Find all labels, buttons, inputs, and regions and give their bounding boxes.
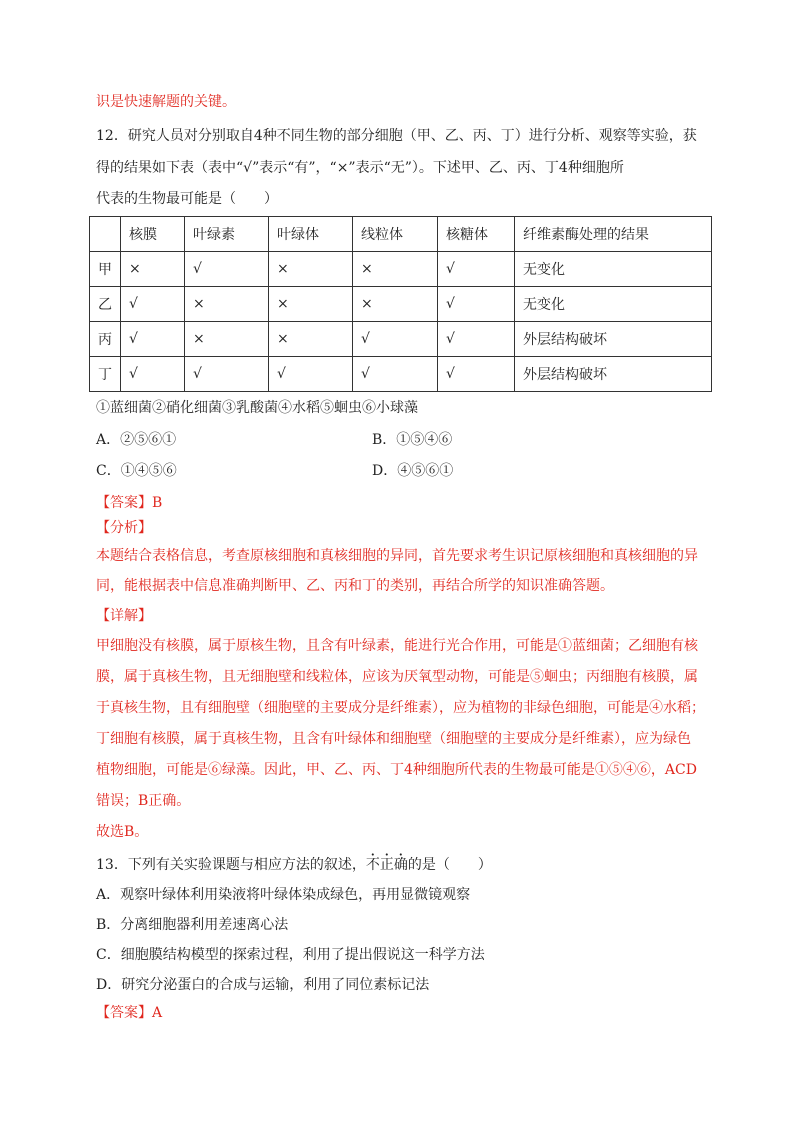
question-12-stem-line-2: 得的结果如下表（表中“√”表示“有”，“×”表示“无”）。下述甲、乙、丙、丁4种细胞所: [96, 160, 624, 176]
question-13-stem-suffix: 的是（ ）: [407, 857, 492, 873]
table-cell: √: [185, 252, 269, 287]
table-cell: ×: [353, 252, 438, 287]
question-12-stem-line-1: 12．研究人员对分别取自4种不同生物的部分细胞（甲、乙、丙、丁）进行分析、观察等实验，获: [96, 128, 697, 144]
table-header-cell: 叶绿素: [185, 217, 269, 252]
option-d[interactable]: D．④⑤⑥①: [372, 463, 454, 479]
table-cell: ×: [121, 252, 185, 287]
conclusion-line: 故选B。: [96, 824, 149, 840]
table-cell: 外层结构破坏: [515, 322, 712, 357]
detail-line: 于真核生物，且有细胞壁（细胞壁的主要成分是纤维素），应为植物的非绿色细胞，可能是④水稻；: [96, 700, 705, 716]
table-row: [90, 357, 712, 392]
analysis-label: 【分析】: [96, 520, 152, 536]
table-cell: √: [438, 252, 515, 287]
q13-option-b[interactable]: B．分离细胞器利用差速离心法: [96, 917, 289, 933]
question-13-stem-prefix: 13．下列有关实验课题与相应方法的叙述，: [96, 857, 366, 873]
table-cell: 外层结构破坏: [515, 357, 712, 392]
table-cell: √: [353, 357, 438, 392]
emphasis-char: 正: [379, 857, 394, 873]
table-cell: 无变化: [515, 252, 712, 287]
table-cell: √: [438, 357, 515, 392]
table-header-cell: 核膜: [121, 217, 185, 252]
detail-line: 植物细胞，可能是⑥绿藻。因此，甲、乙、丙、丁4种细胞所代表的生物最可能是①⑤④⑥，ACD: [96, 762, 697, 778]
q13-option-a[interactable]: A．观察叶绿体利用染液将叶绿体染成绿色，再用显微镜观察: [96, 887, 471, 903]
table-cell: ×: [269, 287, 353, 322]
detail-line: 错误；B正确。: [96, 793, 191, 809]
q13-option-c[interactable]: C．细胞膜结构模型的探索过程，利用了提出假说这一科学方法: [96, 947, 485, 963]
table-header-cell: 线粒体: [353, 217, 438, 252]
option-b[interactable]: B．①⑤④⑥: [372, 432, 453, 448]
table-cell: ×: [185, 287, 269, 322]
table-header-row: [90, 217, 712, 252]
detail-line: 膜，属于真核生物，且无细胞壁和线粒体，应该为厌氧型动物，可能是⑤蛔虫；丙细胞有核膜，属: [96, 669, 698, 685]
table-cell: √: [185, 357, 269, 392]
table-cell: 甲: [90, 252, 121, 287]
option-c[interactable]: C．①④⑤⑥: [96, 463, 177, 479]
table-cell: ×: [185, 322, 269, 357]
detail-line: 丁细胞有核膜，属于真核生物，且含有叶绿体和细胞壁（细胞壁的主要成分是纤维素），应为绿色: [96, 731, 691, 747]
table-header-cell: 核糖体: [438, 217, 515, 252]
emphasis-char: 确: [393, 857, 408, 873]
detail-line: 甲细胞没有核膜，属于原核生物，且含有叶绿素，能进行光合作用，可能是①蓝细菌；乙细胞有核: [96, 638, 698, 654]
table-cell: ×: [353, 287, 438, 322]
option-a[interactable]: A．②⑤⑥①: [96, 432, 177, 448]
table-cell: √: [121, 357, 185, 392]
table-cell: √: [269, 357, 353, 392]
table-header-cell: [90, 217, 121, 252]
table-header-cell: 叶绿体: [269, 217, 353, 252]
previous-explanation-tail: 识是快速解题的关键。: [96, 94, 236, 110]
organism-list: ①蓝细菌②硝化细菌③乳酸菌④水稻⑤蛔虫⑥小球藻: [96, 400, 418, 416]
table-cell: ×: [269, 322, 353, 357]
detail-label: 【详解】: [96, 608, 152, 624]
question-13-stem: [96, 855, 492, 875]
table-cell: √: [438, 322, 515, 357]
table-row: [90, 287, 712, 322]
cell-comparison-table: [89, 216, 712, 392]
table-cell: √: [121, 287, 185, 322]
analysis-line: 同，能根据表中信息准确判断甲、乙、丙和丁的类别，再结合所学的知识准确答题。: [96, 578, 614, 594]
q13-option-d[interactable]: D．研究分泌蛋白的合成与运输，利用了同位素标记法: [96, 977, 430, 993]
table-cell: √: [121, 322, 185, 357]
analysis-line: 本题结合表格信息，考查原核细胞和真核细胞的异同，首先要求考生识记原核细胞和真核细胞的异: [96, 548, 698, 564]
q13-answer-label: 【答案】A: [96, 1005, 163, 1021]
table-cell: ×: [269, 252, 353, 287]
table-header-cell: 纤维素酶处理的结果: [515, 217, 712, 252]
table-row: [90, 322, 712, 357]
table-cell: 丁: [90, 357, 121, 392]
table-cell: √: [353, 322, 438, 357]
table-cell: 丙: [90, 322, 121, 357]
table-cell: 乙: [90, 287, 121, 322]
table-cell: 无变化: [515, 287, 712, 322]
table-row: [90, 252, 712, 287]
answer-label: 【答案】B: [96, 495, 163, 511]
emphasis-char: 不: [365, 857, 380, 873]
table-cell: √: [438, 287, 515, 322]
question-12-stem-line-3: 代表的生物最可能是（ ）: [96, 191, 278, 207]
